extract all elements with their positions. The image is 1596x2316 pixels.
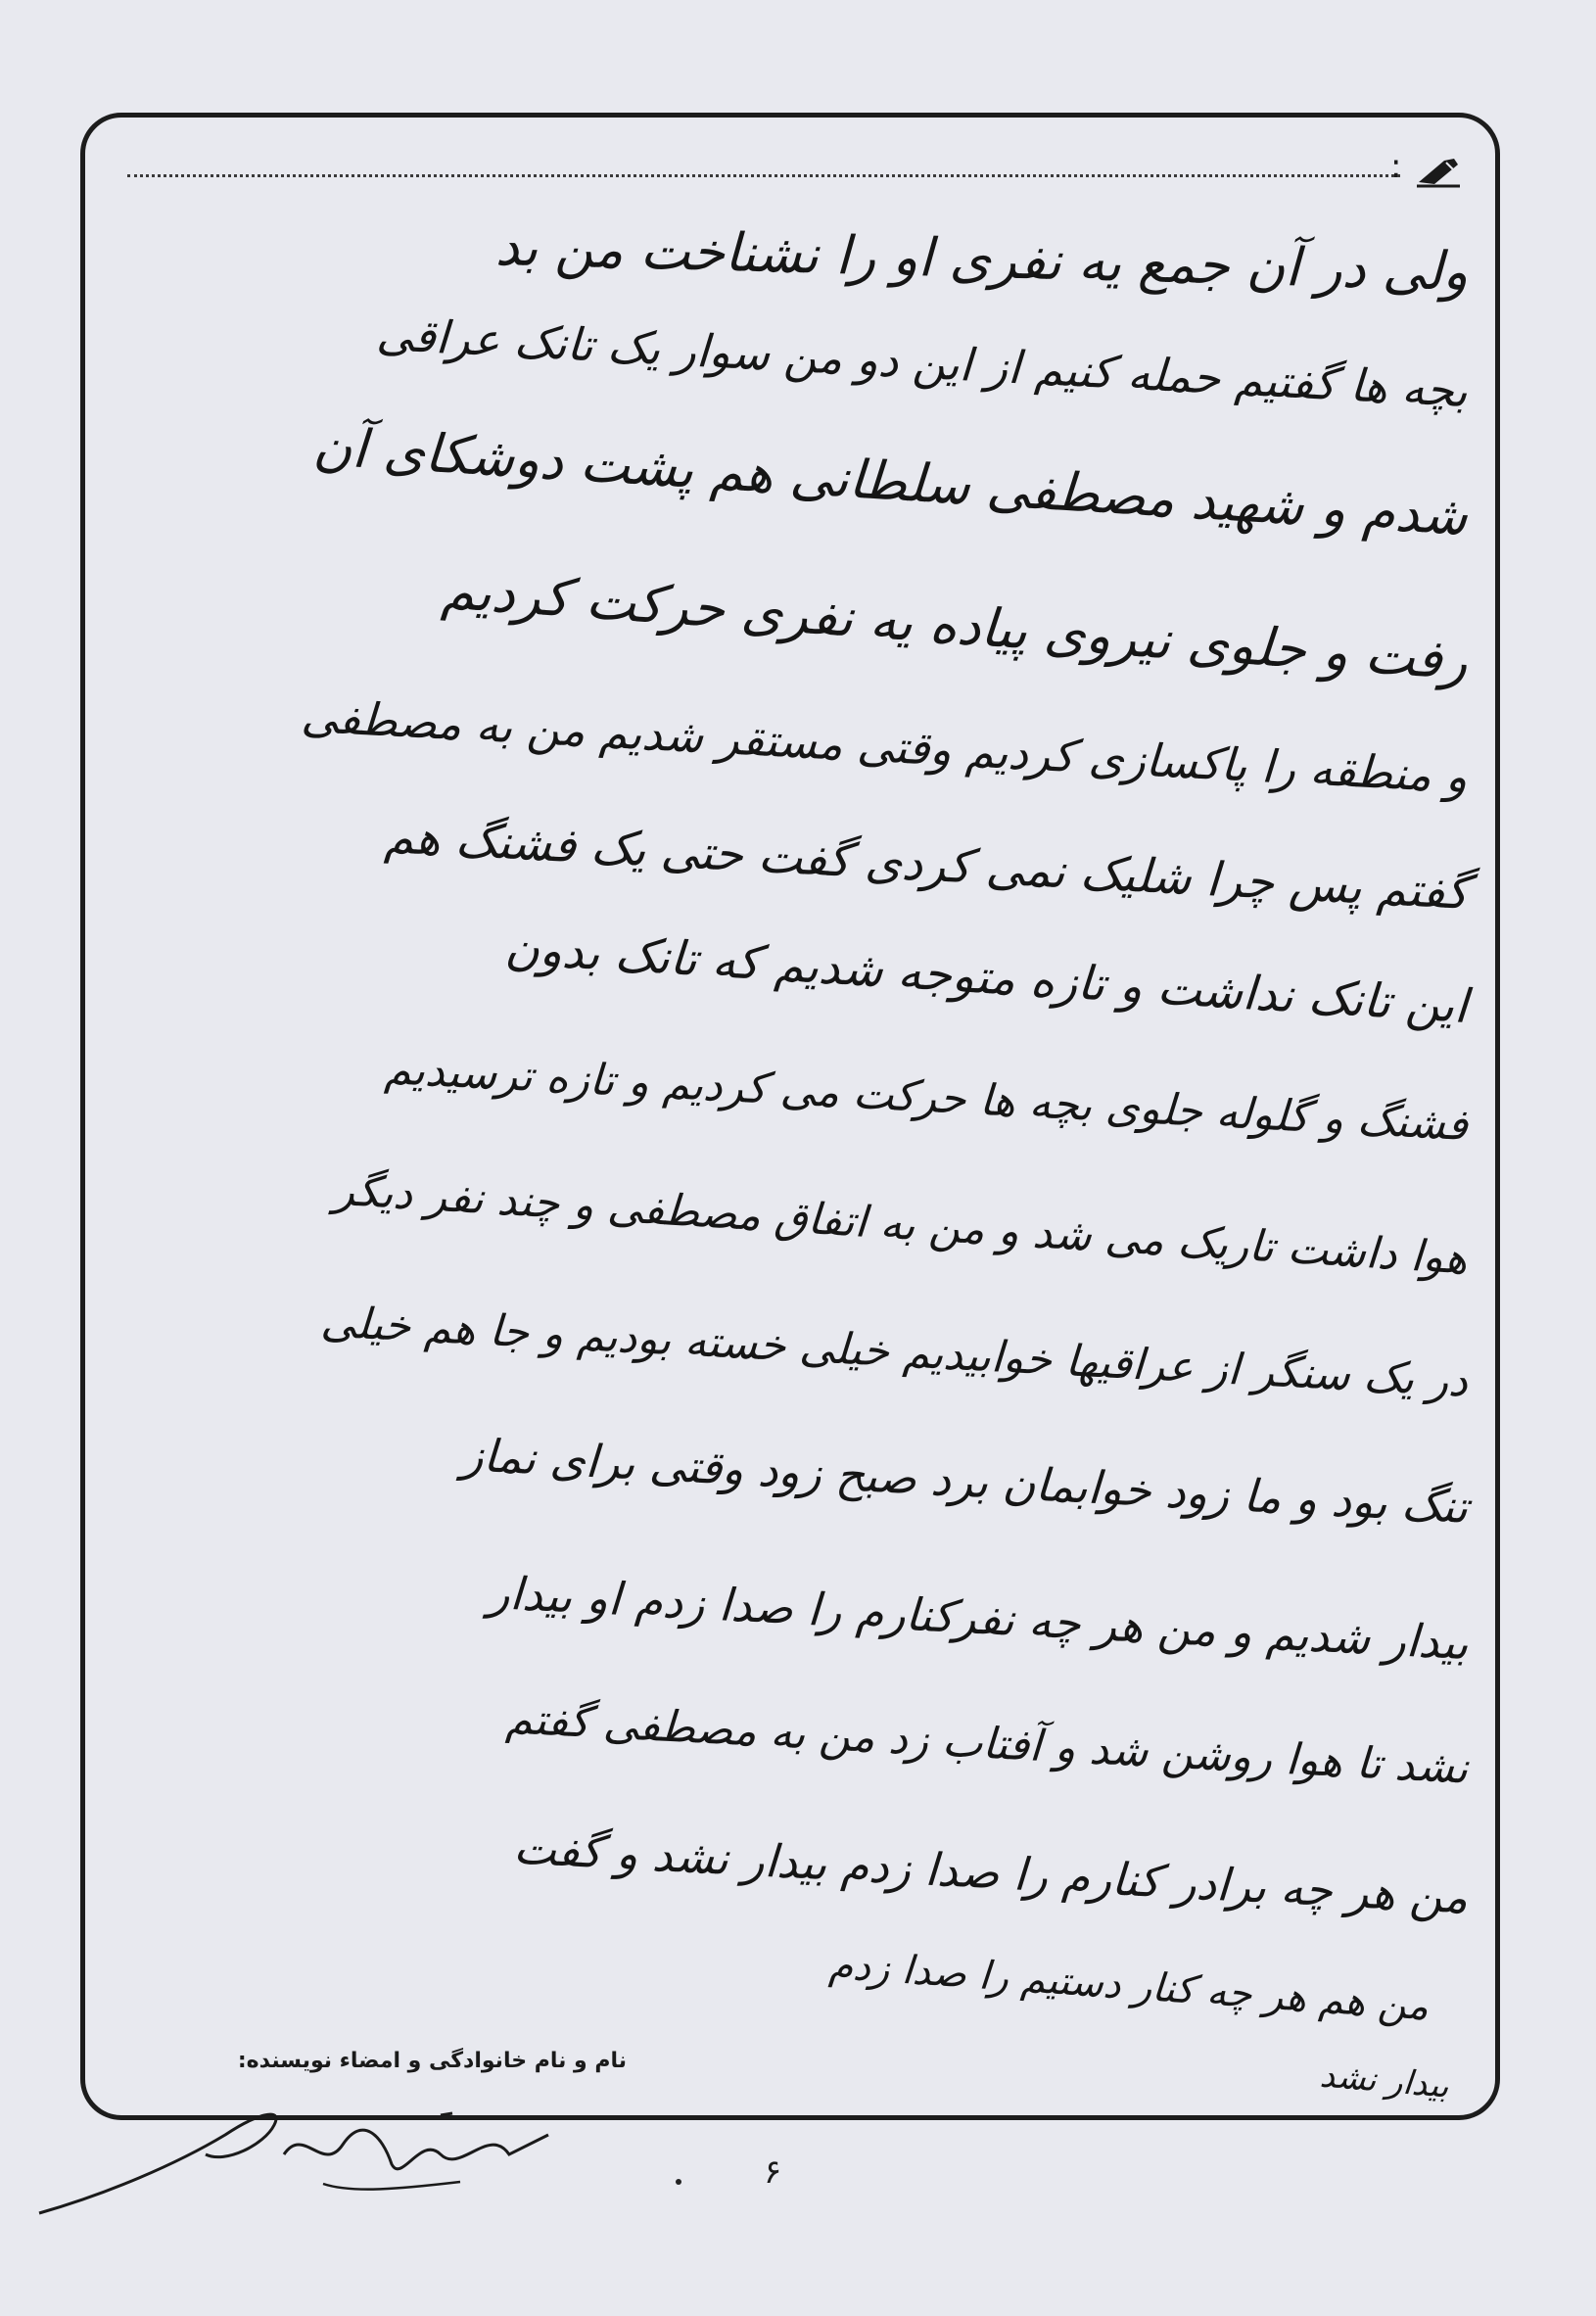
handwritten-line: در یک سنگر از عراقیها خوابیدیم خیلی خسته بودیم و جا هم خیلی xyxy=(319,1297,1470,1407)
handwritten-line: من هر چه برادر کنارم را صدا زدم بیدار نشد و گفت xyxy=(512,1820,1470,1924)
handwritten-line: ولی در آن جمع یه نفری او را نشناخت من بد xyxy=(494,215,1470,303)
pen-writing-icon xyxy=(1415,155,1464,188)
page-number: ۶ xyxy=(764,2152,782,2192)
handwritten-line: من هم هر چه کنار دستیم را صدا زدم xyxy=(827,1942,1431,2030)
handwritten-line: نشد تا هوا روشن شد و آفتاب زد من به مصطفی گفتم xyxy=(504,1693,1470,1794)
handwritten-line: این تانک نداشت و تازه متوجه شدیم که تانک بدون xyxy=(503,920,1470,1035)
handwritten-line: فشنگ و گلوله جلوی بچه ها حرکت می کردیم و تازه ترسیدیم xyxy=(383,1044,1470,1151)
handwritten-line: رفت و جلوی نیروی پیاده یه نفری حرکت کردیم xyxy=(439,558,1470,692)
handwritten-line: گفتم پس چرا شلیک نمی کردی گفت حتی یک فشنگ هم xyxy=(382,809,1470,921)
header-dotted-rule xyxy=(127,174,1400,177)
handwritten-line: هوا داشت تاریک می شد و من به اتفاق مصطفی و چند نفر دیگر xyxy=(332,1164,1470,1285)
ink-dot xyxy=(676,2179,681,2185)
handwritten-line: بیدار شدیم و من هر چه نفرکنارم را صدا زدم او بیدار xyxy=(486,1565,1470,1671)
handwritten-line: بچه ها گفتیم حمله کنیم از این دو من سوار یک تانک عراقی xyxy=(375,307,1470,418)
author-signature-label: نام و نام خانوادگی و امضاء نویسنده: xyxy=(237,2049,627,2073)
handwritten-line: بیدار نشد xyxy=(1318,2056,1451,2106)
handwritten-line: شدم و شهید مصطفی سلطانی هم پشت دوشکای آن xyxy=(311,415,1470,547)
handwritten-line: و منطقه را پاکسازی کردیم وقتی مستقر شدیم من به مصطفی xyxy=(300,688,1470,804)
header-colon: : xyxy=(1390,147,1402,186)
handwritten-line: تنگ بود و ما زود خوابمان برد صبح زود وقتی برای نماز xyxy=(460,1428,1470,1534)
author-signature xyxy=(29,2096,578,2223)
